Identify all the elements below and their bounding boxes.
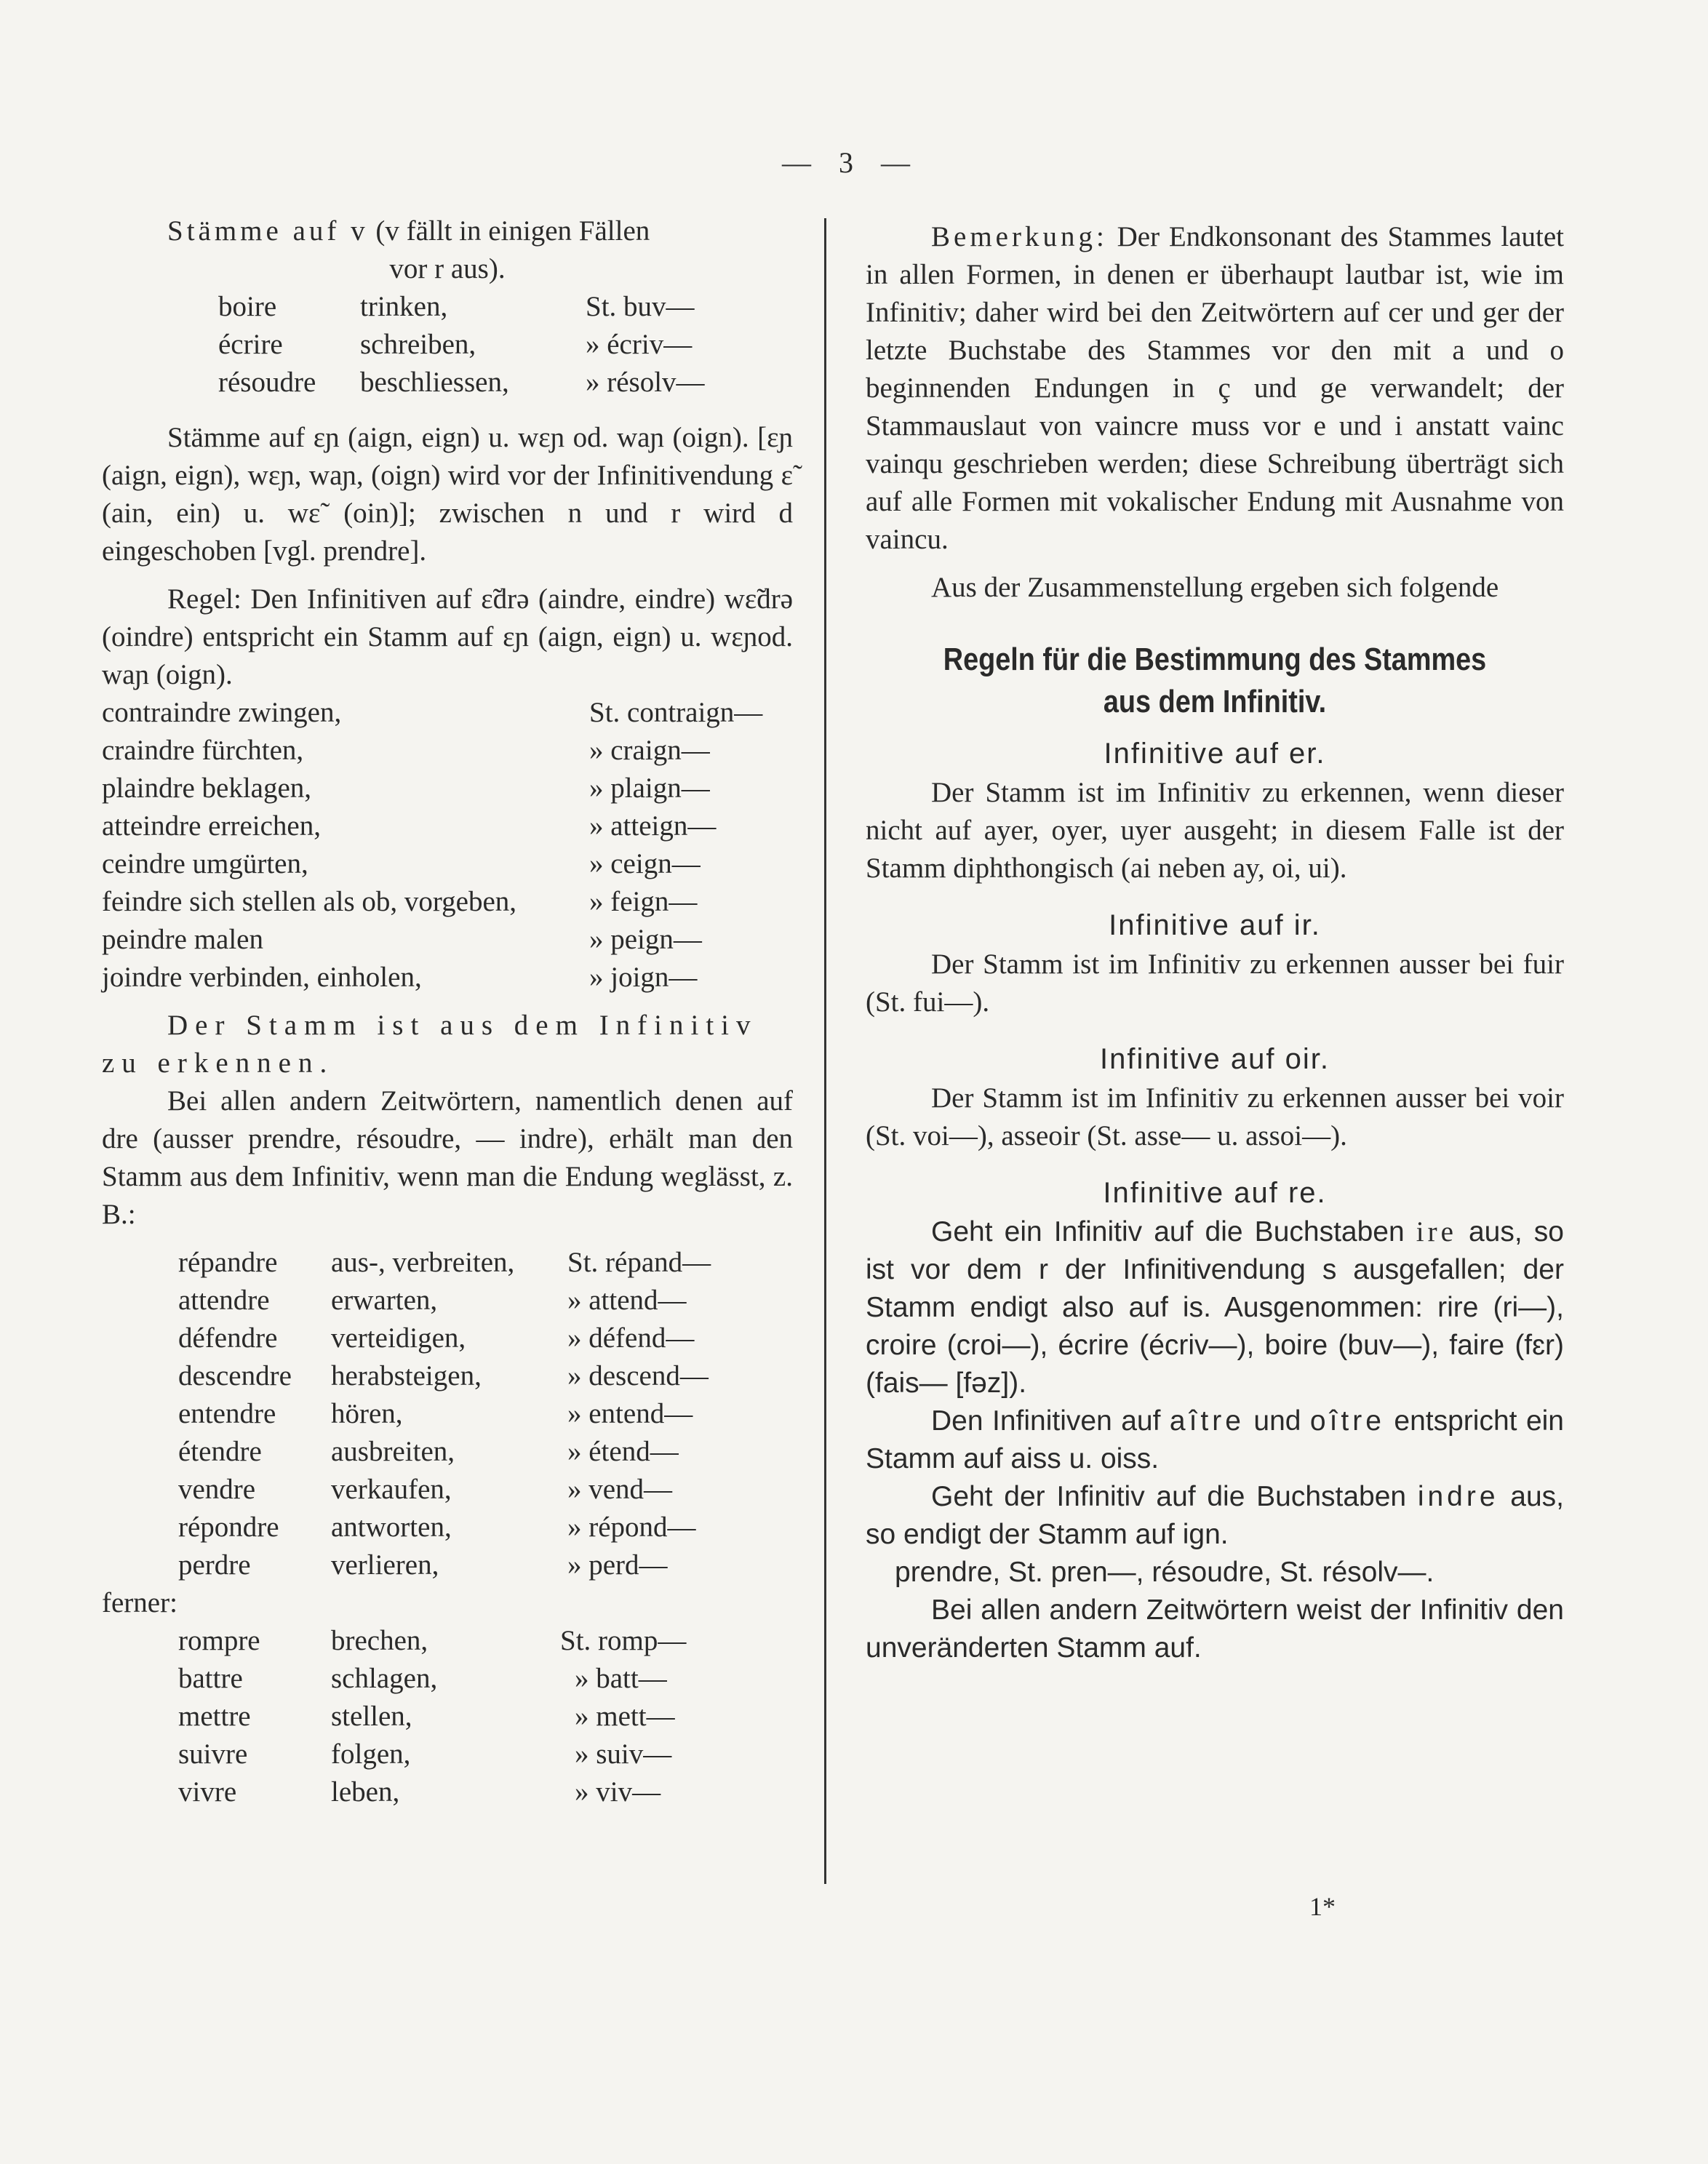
verb-table-aign [102,694,793,997]
table-row: vendre verkaufen, » vend— [178,1474,673,1505]
right-column [866,218,1564,1667]
rules-heading: Regeln für die Bestimmung des Stammes [943,642,1487,677]
table-row: contraindre zwingen, St. contraign— [102,697,763,728]
section-oir-text: Der Stamm ist im Infinitiv zu erkennen ausser bei voir (St. voi—), asseoir (St. asse— u. assoi—). [866,1082,1564,1151]
zusammenstellung-paragraph: Aus der Zusammenstellung ergeben sich folgende [931,572,1499,603]
table-row: battre schlagen, » batt— [178,1663,667,1694]
section-er-text: Der Stamm ist im Infinitiv zu erkennen, wenn dieser nicht auf ayer, oyer, uyer ausgeht; in diesem Falle ist der Stamm diphthongisch (ai neben ay, oi, ui). [866,777,1564,884]
table-row: craindre fürchten, » craign— [102,735,710,766]
section-oir-heading: Infinitive auf oir. [1100,1043,1330,1075]
prendre-example: prendre, St. pren—, résoudre, St. résolv—. [895,1557,1434,1588]
section-v-heading: Stämme auf v (v fällt in einigen Fällen [167,215,650,247]
table-row: défendre verteidigen, » défend— [178,1322,695,1354]
table-row: mettre stellen, » mett— [178,1701,675,1732]
infinitiv-rule-spaced: Der Stamm ist aus dem Infinitiv zu erkennen. [102,1010,758,1079]
table-row: rompre brechen, St. romp— [178,1625,687,1656]
table-row: répondre antworten, » répond— [178,1512,696,1543]
rules-heading-line2: aus dem Infinitiv. [1103,684,1327,719]
andern-zeitwoertern-paragraph: Bei allen andern Zeitwörtern, namentlich denen auf dre (ausser prendre, résoudre, — indre), erhält man den Stamm aus dem Infinitiv, wenn man die Endung weglässt, z. B.: [102,1085,793,1230]
table-row: attendre erwarten, » attend— [178,1285,687,1316]
ferner-label: ferner: [102,1587,177,1618]
table-row: ceindre umgürten, » ceign— [102,848,701,879]
section-re-heading: Infinitive auf re. [1103,1177,1327,1209]
verb-table-dre [102,1244,793,1584]
table-row: feindre sich stellen als ob, vorgeben, » feign— [102,886,698,917]
table-row: atteindre erreichen, » atteign— [102,810,717,842]
section-er-heading: Infinitive auf er. [1104,738,1326,770]
table-row: descendre herabsteigen, » descend— [178,1360,709,1392]
section-re-final-paragraph: Bei allen andern Zeitwörtern weist der Infinitiv den unveränderten Stamm auf. [866,1594,1564,1664]
page-number: — 3 — [782,146,920,179]
table-row: répandre aus-, verbreiten, St. répand— [178,1247,711,1278]
table-row: suivre folgen, » suiv— [178,1738,672,1770]
column-divider [824,218,826,1884]
verb-table-v [102,288,793,402]
table-row: plaindre beklagen, » plaign— [102,772,710,804]
section-re-aitre-paragraph: Den Infinitiven auf aître und oître entspricht ein Stamm auf aiss u. oiss. [866,1405,1564,1474]
regel-paragraph: Regel: Den Infinitiven auf ɛ̃drə (aindre, eindre) wɛ̃drə (oindre) entspricht ein Stamm auf ɛɲ (aign, eign) u. wɛɲod. waɲ (oign). [102,583,793,690]
table-row: entendre hören, » entend— [178,1398,693,1429]
section-ir-text: Der Stamm ist im Infinitiv zu erkennen ausser bei fuir (St. fui—). [866,949,1564,1018]
table-row: résoudre beschliessen, » résolv— [218,367,705,398]
left-column [102,212,793,1811]
section-v-heading-line2: vor r aus). [389,253,506,284]
signature-mark: 1* [1309,1892,1336,1921]
section-re-ire-paragraph: Geht ein Infinitiv auf die Buchstaben ire aus, so ist vor dem r der Infinitivendung s ausgefallen; der Stamm endigt also auf is. Ausgenommen: rire (ri—), croire (croi—), écrire (écriv—), boire (buv—), faire (fɛr) (fais— [fəz]). [866,1216,1564,1399]
section-ir-heading: Infinitive auf ir. [1109,909,1321,941]
table-row: perdre verlieren, » perd— [178,1549,668,1581]
verb-table-ferner [102,1622,793,1811]
bemerkung-paragraph: Bemerkung: Der Endkonsonant des Stammes lautet in allen Formen, in denen er überhaupt lautbar ist, wie im Infinitiv; daher wird bei den Zeitwörtern auf cer und ger der letzte Buchstabe des Stammes vor den mit a und o beginnenden Endungen in ç und ge verwandelt; der Stammauslaut von vaincre muss vor e und i anstatt vainc vainqu geschrieben werden; diese Schreibung überträgt sich auf alle Formen mit vokalischer Endung mit Ausnahme von vaincu. [866,221,1564,555]
section-re-indre-paragraph: Geht der Infinitiv auf die Buchstaben indre aus, so endigt der Stamm auf ign. [866,1481,1564,1550]
table-row: peindre malen » peign— [102,924,702,955]
table-row: joindre verbinden, einholen, » joign— [102,962,698,993]
table-row: étendre ausbreiten, » étend— [178,1436,679,1467]
table-row: vivre leben, » viv— [178,1776,661,1808]
table-row: écrire schreiben, » écriv— [218,329,693,360]
table-row: boire trinken, St. buv— [218,291,695,322]
section-aign-paragraph: Stämme auf ɛɲ (aign, eign) u. wɛɲ od. waɲ (oign). [ɛɲ (aign, eign), wɛɲ, waɲ, (oign) wird vor der Infinitivendung ɛ̃ (ain, ein) u. wɛ̃ (oin)]; zwischen n und r wird d eingeschoben [vgl. prendre]. [102,422,793,567]
